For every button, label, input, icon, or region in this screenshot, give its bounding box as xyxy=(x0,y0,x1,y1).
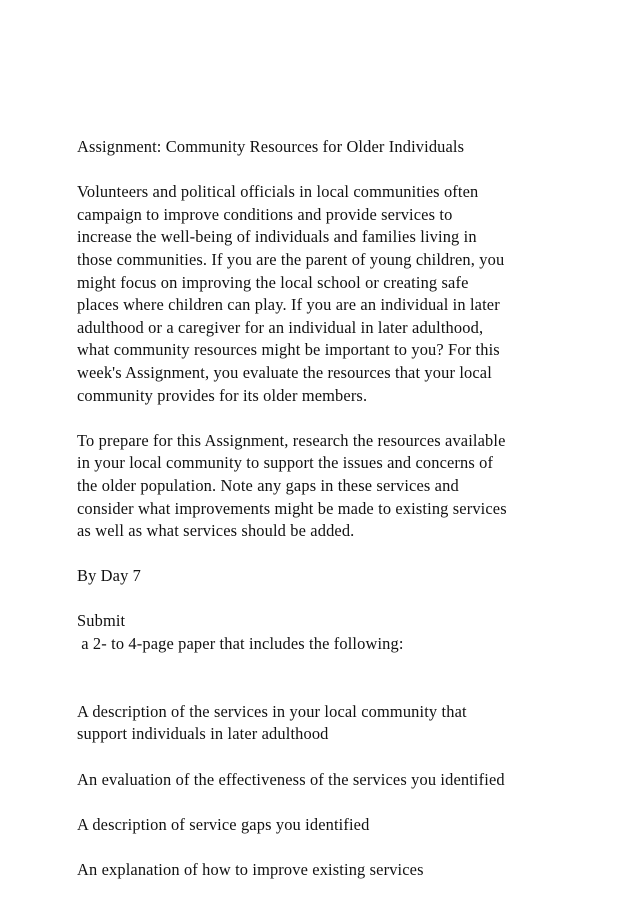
spacer xyxy=(77,746,622,769)
submit-detail: a 2- to 4-page paper that includes the following: xyxy=(77,634,404,654)
requirement-item: An evaluation of the effectiveness of the services you identified xyxy=(77,769,505,789)
spacer xyxy=(77,588,622,611)
requirement-item: An explanation of how to improve existing services xyxy=(77,860,424,879)
document-title: Assignment: Community Resources for Older Individuals xyxy=(77,137,465,156)
prepare-paragraph: To prepare for this Assignment, research the resources available in your local community to support the issues and concerns of the older population. Note any gaps in these services and consider what improvements might be made to existing services as well as what services should be added. xyxy=(77,430,507,541)
requirement-item: A description of the services in your local community that support individuals in later adulthood xyxy=(77,701,467,744)
submit-label: Submit xyxy=(77,611,126,631)
spacer xyxy=(77,543,622,566)
due-date: By Day 7 xyxy=(77,566,142,586)
spacer xyxy=(77,407,622,430)
spacer xyxy=(77,836,622,859)
requirement-item: A description of service gaps you identified xyxy=(77,814,370,834)
document-body xyxy=(77,136,622,882)
spacer xyxy=(77,791,622,814)
intro-paragraph: Volunteers and political officials in local communities often campaign to improve conditions and provide services to increase the well-being of individuals and families living in those communities. If you are the parent of young children, you might focus on improving the local school or creating safe places where children can play. If you are an individual in later adulthood or a caregiver for an individual in later adulthood, what community resources might be important to you? For this week's Assignment, you evaluate the resources that your local community provides for its older members. xyxy=(77,182,505,405)
spacer xyxy=(77,656,622,701)
spacer xyxy=(77,159,622,182)
